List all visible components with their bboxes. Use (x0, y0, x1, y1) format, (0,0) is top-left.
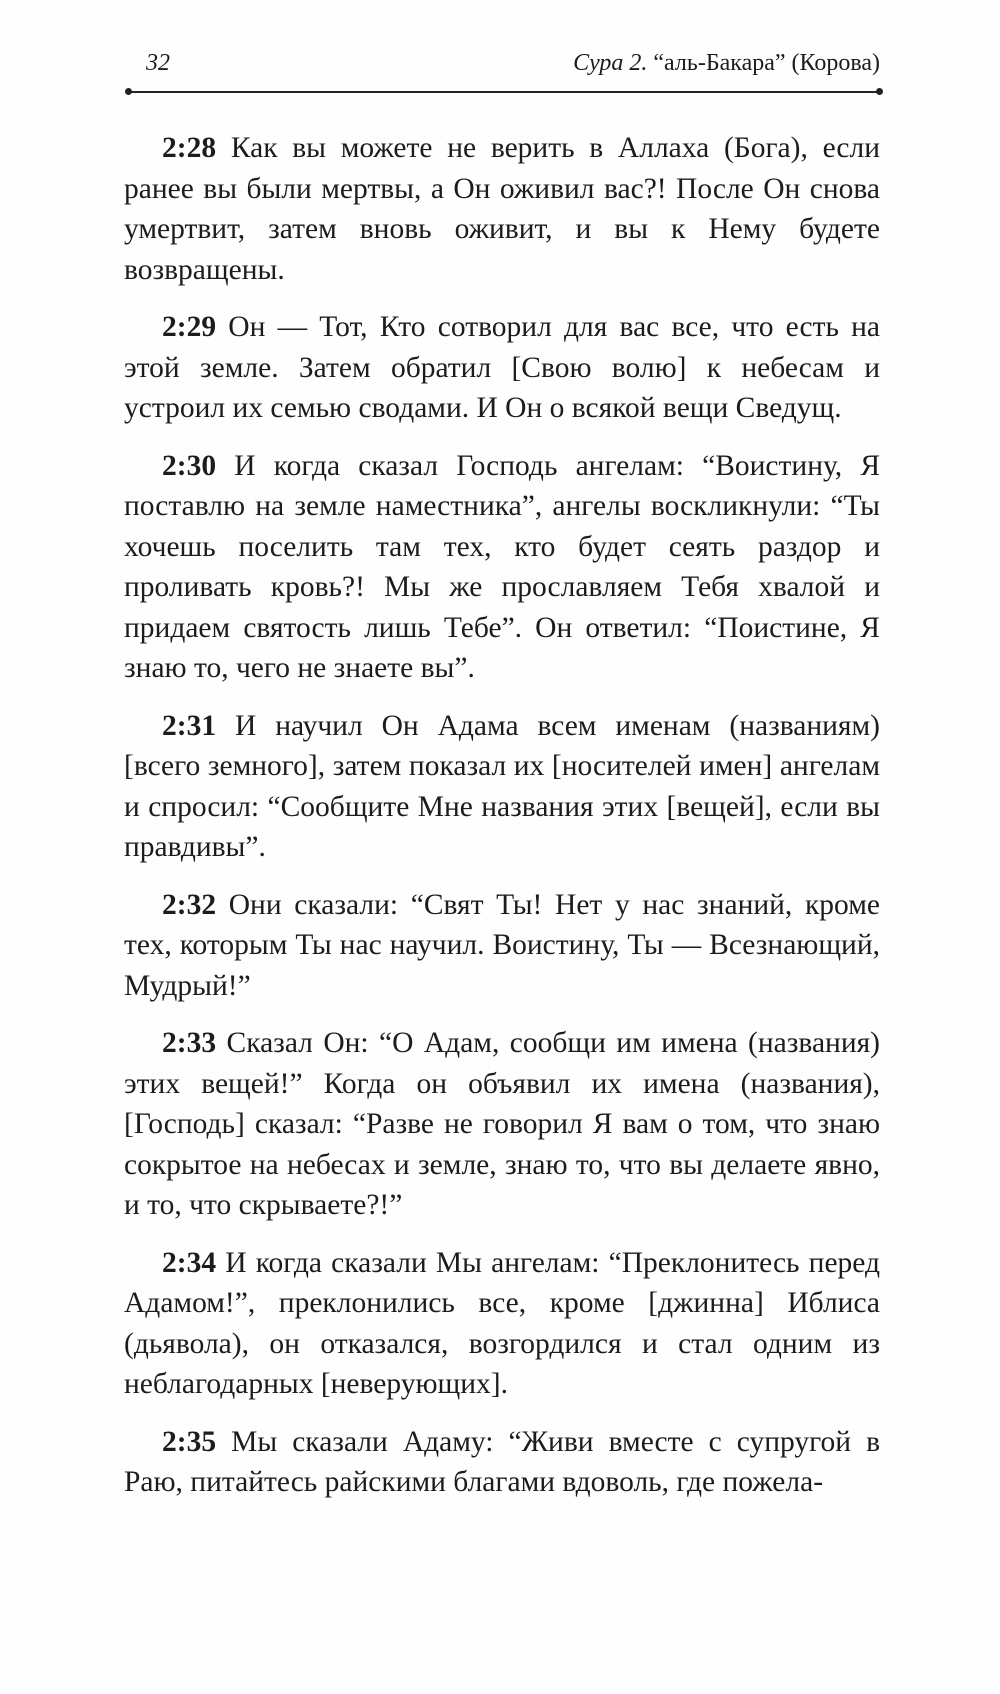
page-header (128, 50, 880, 80)
verse-text: И когда сказали Мы ангелам: “Преклонитесь перед Адамом!”, преклонились все, кроме [джинна] Иблиса (дьявола), он отказался, возгордился и стал одним из неблагодарных [неверующих]. (124, 1246, 880, 1400)
verse-text: Мы сказали Адаму: “Живи вместе с супругой в Раю, питайтесь райскими благами вдоволь, где пожела- (124, 1425, 881, 1498)
header-rule (128, 91, 880, 93)
verse-2-35 (124, 1422, 880, 1503)
verse-number: 2:31 (162, 709, 217, 742)
verse-text: Он — Тот, Кто сотворил для вас все, что есть на этой земле. Затем обратил [Свою волю] к небесам и устроил их семью сводами. И Он о всякой вещи Сведущ. (124, 311, 881, 424)
header-rule-dot-right (876, 88, 883, 95)
verse-text: И научил Он Адама всем именам (названиям) [всего земного], затем показал их [носителей имен] ангелам и спросил: “Сообщите Мне названия этих [вещей], если вы правдивы”. (124, 709, 880, 863)
sura-title: “аль-Бакара” (Корова) (653, 50, 880, 76)
verse-text: Сказал Он: “О Адам, сообщи им имена (названия) этих вещей!” Когда он объявил их имена (названия), [Господь] сказал: “Разве не говорил Я вам о том, что знаю сокрытое на небесах и земле, знаю то, что вы делаете явно, и то, что скрываете?!” (124, 1027, 881, 1221)
verse-text: И когда сказал Господь ангелам: “Воистину, Я поставлю на земле наместника”, ангелы воскликнули: “Ты хочешь поселить там тех, кто будет сеять раздор и проливать кровь?! Мы же прославляем Тебя хвалой и придаем святость лишь Тебе”. Он ответил: “Поистине, Я знаю то, чего не знаете вы”. (124, 449, 880, 684)
verse-text: Как вы можете не верить в Аллаха (Бога), если ранее вы были мертвы, а Он оживил вас?! После Он снова умертвит, затем вновь оживит, и вы к Нему будете возвращены. (124, 132, 881, 286)
verse-2-32 (124, 885, 880, 1007)
verse-2-29 (124, 307, 880, 429)
verse-2-33 (124, 1023, 880, 1226)
running-title (573, 50, 880, 77)
verse-number: 2:35 (162, 1425, 217, 1458)
page-body (124, 128, 880, 1520)
verse-2-31 (124, 706, 880, 868)
verse-number: 2:29 (162, 311, 217, 343)
verse-2-34 (124, 1243, 880, 1405)
verse-text: Они сказали: “Свят Ты! Нет у нас знаний, кроме тех, которым Ты нас научил. Воистину, Ты — Всезнающий, Мудрый!” (124, 888, 880, 1002)
verse-2-28 (124, 128, 880, 290)
verse-number: 2:34 (162, 1246, 217, 1279)
sura-label: Сура 2. (573, 50, 648, 76)
verse-number: 2:32 (162, 888, 217, 921)
page-number: 32 (146, 50, 170, 76)
verse-2-30 (124, 446, 880, 689)
verse-number: 2:33 (162, 1027, 217, 1059)
verse-number: 2:28 (162, 132, 217, 164)
header-rule-dot-left (125, 88, 132, 95)
verse-number: 2:30 (162, 449, 217, 482)
